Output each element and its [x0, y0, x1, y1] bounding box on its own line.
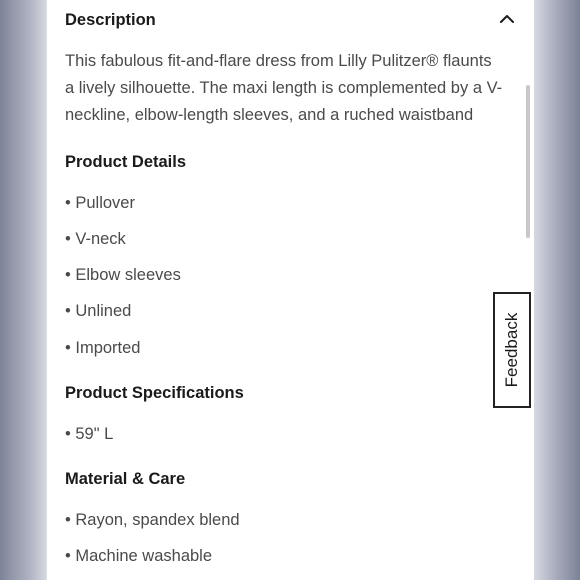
list-item: • 59" L: [65, 425, 114, 443]
list-item: • Elbow sleeves: [65, 266, 181, 284]
list-item: • Machine washable: [65, 547, 213, 565]
feedback-button[interactable]: [493, 292, 531, 408]
chevron-up-icon[interactable]: [499, 11, 515, 27]
product-details-heading: Product Details: [65, 153, 187, 171]
list-item: • Imported: [65, 339, 141, 357]
product-specifications-heading: Product Specifications: [65, 384, 244, 402]
description-text: This fabulous fit-and-flare dress from Lilly Pulitzer® flaunts a lively silhouette. The maxi length is complemented by a V-neckline, elbow-length sleeves, and a ruched waistband: [65, 52, 503, 124]
material-care-heading: Material & Care: [65, 470, 186, 488]
list-item: • Unlined: [65, 302, 132, 320]
product-info-panel: [47, 0, 534, 580]
feedback-label: Feedback: [502, 312, 521, 388]
list-item: • Rayon, spandex blend: [65, 511, 240, 529]
list-item: • Pullover: [65, 194, 135, 212]
scrollbar-thumb[interactable]: [526, 85, 530, 238]
description-accordion-header[interactable]: [65, 9, 515, 31]
description-title: Description: [65, 11, 156, 29]
list-item: • V-neck: [65, 230, 126, 248]
